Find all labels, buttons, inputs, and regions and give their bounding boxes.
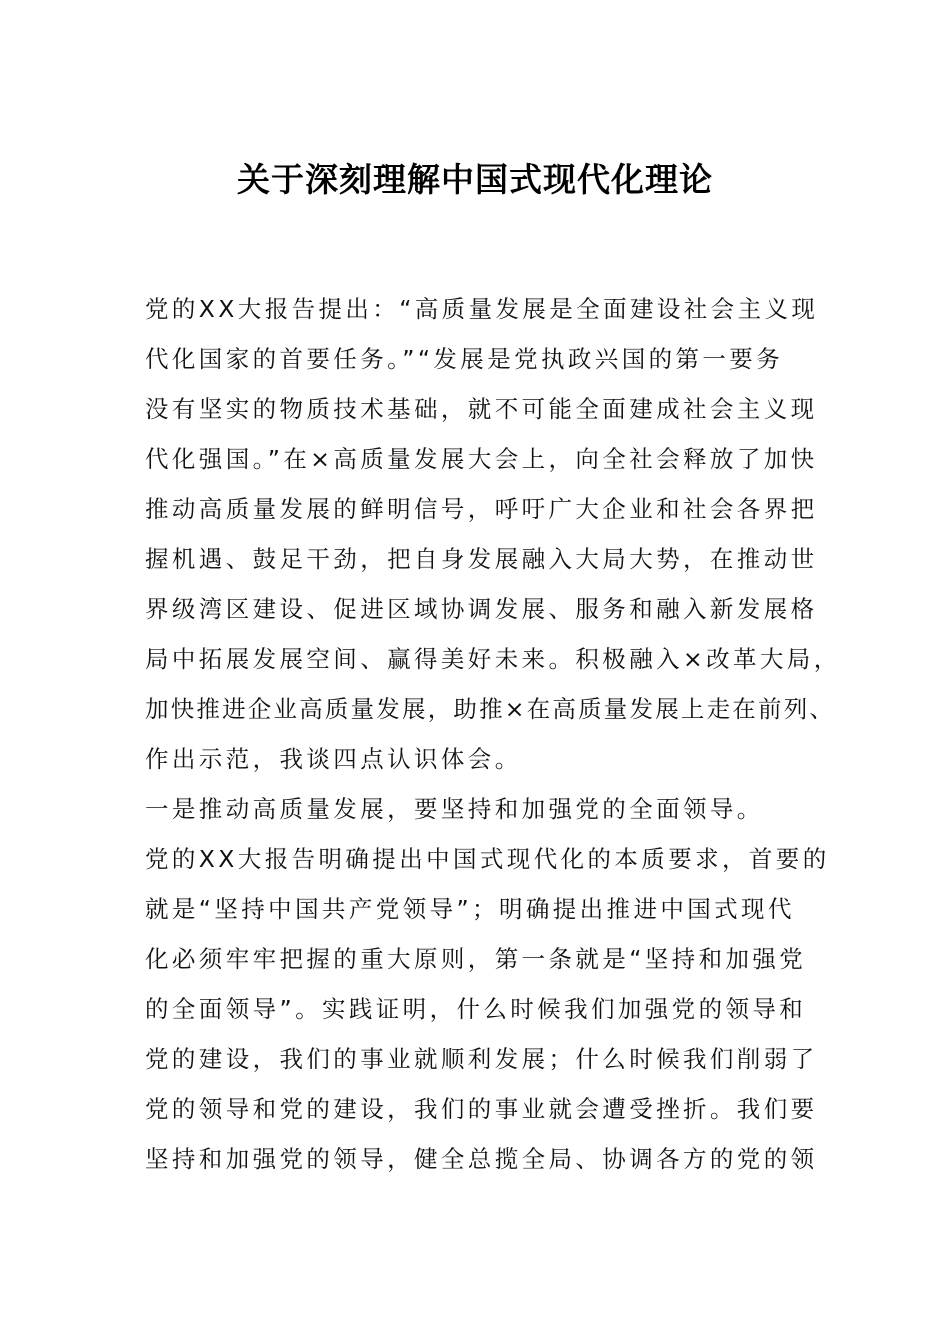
body-line-1: 党的XX大报告提出：“高质量发展是全面建设社会主义现	[145, 295, 819, 323]
section-heading-1: 一是推动高质量发展，要坚持和加强党的全面领导。	[145, 795, 764, 823]
body-line-5: 推动高质量发展的鲜明信号，呼吁广大企业和社会各界把	[145, 495, 818, 523]
body-line-15: 的全面领导”。实践证明，什么时候我们加强党的领导和	[145, 995, 807, 1023]
body-line-3: 没有坚实的物质技术基础，就不可能全面建成社会主义现	[145, 395, 818, 423]
body-line-7: 界级湾区建设、促进区域协调发展、服务和融入新发展格	[145, 595, 818, 623]
body-line-8: 局中拓展发展空间、赢得美好未来。积极融入×改革大局，	[145, 645, 841, 673]
body-line-9: 加快推进企业高质量发展，助推×在高质量发展上走在前列、	[145, 695, 836, 723]
body-line-10: 作出示范，我谈四点认识体会。	[145, 745, 522, 773]
body-line-13: 就是“坚持中国共产党领导”；明确提出推进中国式现代	[145, 895, 795, 923]
body-line-16: 党的建设，我们的事业就顺利发展；什么时候我们削弱了	[145, 1045, 818, 1073]
document-title: 关于深刻理解中国式现代化理论	[237, 160, 713, 199]
body-line-2: 代化国家的首要任务。”“发展是党执政兴国的第一要务	[145, 345, 784, 373]
body-line-18: 坚持和加强党的领导，健全总揽全局、协调各方的党的领	[145, 1145, 818, 1173]
body-line-14: 化必须牢牢把握的重大原则，第一条就是“坚持和加强党	[145, 945, 807, 973]
body-line-17: 党的领导和党的建设，我们的事业就会遭受挫折。我们要	[145, 1095, 818, 1123]
body-line-12: 党的XX大报告明确提出中国式现代化的本质要求，首要的	[145, 845, 830, 873]
body-line-4: 代化强国。”在×高质量发展大会上，向全社会释放了加快	[145, 445, 818, 473]
body-line-6: 握机遇、鼓足干劲，把自身发展融入大局大势，在推动世	[145, 545, 818, 573]
